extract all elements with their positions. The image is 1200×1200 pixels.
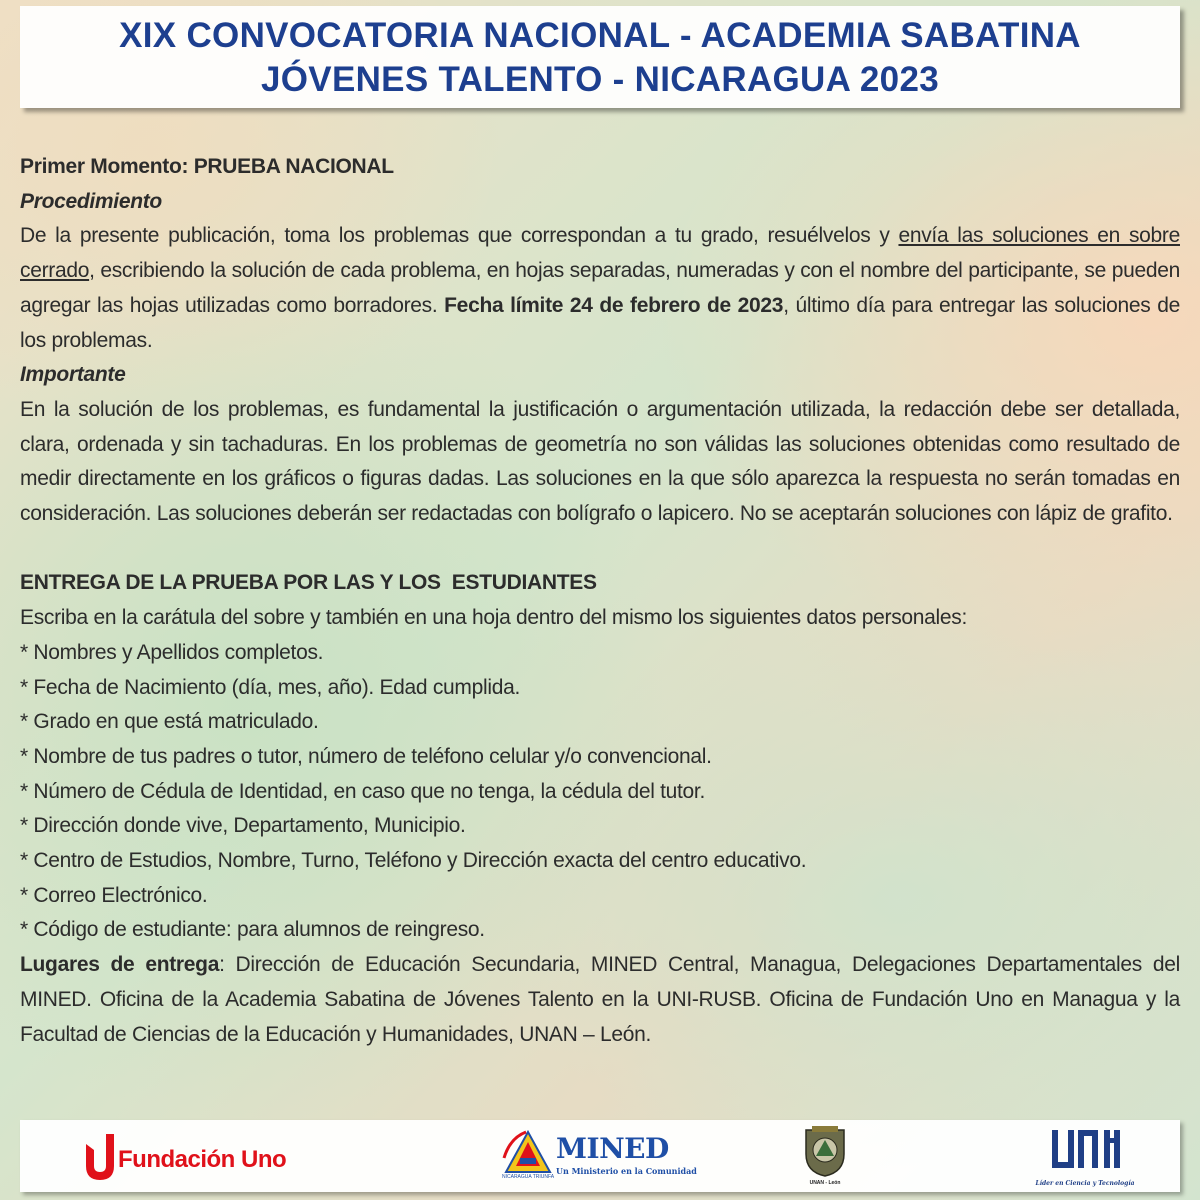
mined-small-text: NICARAGUA TRIUNFA [502, 1174, 555, 1180]
lugares-label: Lugares de entrega [20, 953, 220, 977]
unan-leon-logo [802, 1124, 848, 1190]
entrega-intro: Escriba en la carátula del sobre y también en una hoja dentro del mismo los siguientes datos personales: [20, 606, 968, 630]
fundacion-uno-u-icon [80, 1130, 120, 1186]
section-heading-prueba-nacional: Primer Momento: PRUEBA NACIONAL [20, 155, 394, 178]
fundacion-uno-text: Fundación Uno [118, 1146, 287, 1173]
proc-text-c: , último día para entregar las soluciones de los problemas. [20, 293, 1180, 352]
unan-caption: UNAN - León [809, 1180, 841, 1186]
list-item: * Dirección donde vive, Departamento, Municipio. [20, 814, 466, 838]
subheading-procedimiento: Procedimiento [20, 189, 162, 213]
section-heading-entrega: ENTREGA DE LA PRUEBA POR LAS Y LOS ESTUDIANTES [20, 571, 597, 595]
main-content [20, 150, 1180, 1052]
list-item: * Centro de Estudios, Nombre, Turno, Teléfono y Dirección exacta del centro educativo. [20, 849, 807, 873]
subheading-importante: Importante [20, 363, 126, 387]
lugares-text: : Dirección de Educación Secundaria, MINED Central, Managua, Delegaciones Departamentales del MINED. Oficina de la Academia Sabatina de Jóvenes Talento en la UNI-RUSB. Oficina de Fundación Uno en Managua y la Facultad de Ciencias de la Educación y Humanidades, UNAN – León. [20, 953, 1180, 1046]
uni-mark-icon [1030, 1124, 1140, 1178]
mined-subtitle: Un Ministerio en la Comunidad [556, 1166, 697, 1176]
uni-logo [1030, 1124, 1140, 1190]
lugares-paragraph [20, 948, 1180, 1052]
list-item: * Nombre de tus padres o tutor, número de teléfono celular y/o convencional. [20, 744, 712, 768]
proc-text-underlined: envía las soluciones en sobre cerrado [20, 224, 1180, 283]
list-item: * Correo Electrónico. [20, 883, 208, 907]
uni-caption: Líder en Ciencia y Tecnología [1035, 1180, 1135, 1187]
title-line-1: XIX CONVOCATORIA NACIONAL - ACADEMIA SABATINA [119, 16, 1081, 55]
list-item: * Grado en que está matriculado. [20, 710, 319, 734]
list-item: * Fecha de Nacimiento (día, mes, año). Edad cumplida. [20, 675, 521, 699]
deadline-text: Fecha límite 24 de febrero de 2023 [444, 293, 784, 317]
list-item: * Número de Cédula de Identidad, en caso que no tenga, la cédula del tutor. [20, 779, 705, 803]
title-line-2: JÓVENES TALENTO - NICARAGUA 2023 [261, 60, 939, 99]
proc-text-a: De la presente publicación, toma los problemas que correspondan a tu grado, resuélvelos y [20, 224, 899, 248]
title-banner [20, 6, 1180, 108]
importante-paragraph: En la solución de los problemas, es fundamental la justificación o argumentación utilizada, la redacción debe ser detallada, clara, ordenada y sin tachaduras. En los problemas de geometría no son válidas las soluciones obtenidas como resultado de medir directamente en los gráficos o figuras dadas. Las soluciones en la que sólo aparezca la respuesta no serán tomadas en consideración. Las soluciones deberán ser redactadas con bolígrafo o lapicero. No se aceptarán soluciones con lápiz de grafito. [20, 397, 1180, 526]
procedimiento-paragraph [20, 219, 1180, 358]
spacer [20, 532, 1180, 567]
footer-logos [20, 1120, 1180, 1192]
mined-text: MINED [556, 1132, 669, 1165]
proc-text-b: , escribiendo la solución de cada problema, en hojas separadas, numeradas y con el nombre del participante, se pueden agregar las hojas utilizadas como borradores. [20, 259, 1180, 317]
mined-logo [498, 1126, 697, 1188]
mined-emblem-icon [500, 1128, 556, 1178]
fundacion-uno-logo [80, 1128, 340, 1188]
unan-seal-icon [802, 1124, 848, 1178]
list-item: * Código de estudiante: para alumnos de reingreso. [20, 918, 485, 942]
list-item: * Nombres y Apellidos completos. [20, 640, 324, 664]
